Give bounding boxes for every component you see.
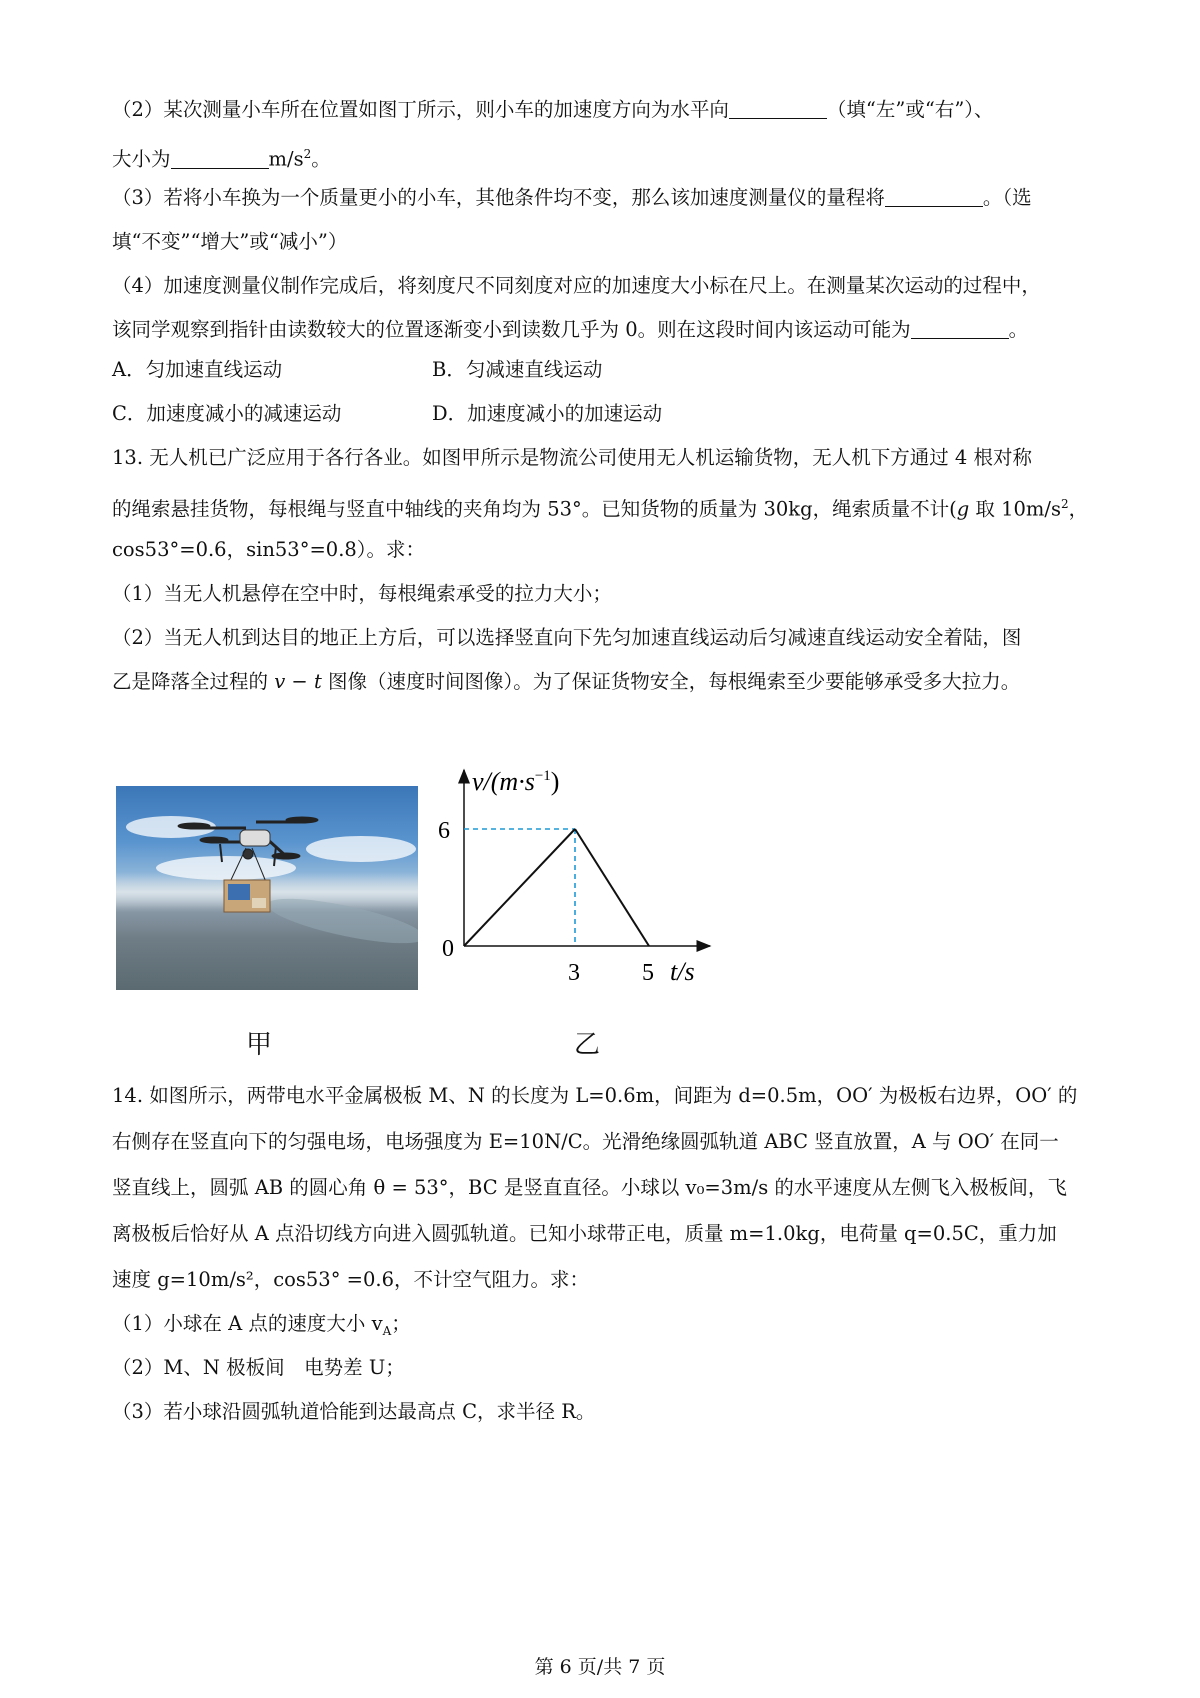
- velocity-time-chart: [420, 766, 720, 1010]
- y-tick-label: 6: [438, 818, 450, 844]
- q12-part4-line2: 该同学观察到指针由读数较大的位置逐渐变小到读数几乎为 0。则在这段时间内该运动可能为 。: [112, 318, 1029, 341]
- q14-line5: 速度 g=10m/s²，cos53° =0.6，不计空气阻力。求：: [112, 1268, 589, 1291]
- q13-line2: 的绳索悬挂货物，每根绳与竖直中轴线的夹角均为 53°。已知货物的质量为 30kg，绳索质量不计(g 取 $10m/s^2$，: [112, 497, 1089, 521]
- q13-line5: （2）当无人机到达目的地正上方后，可以选择竖直向下先匀加速直线运动后匀减速直线运动安全着陆，图: [112, 626, 1022, 649]
- q12-part2-line2: 大小为 $m/s^2$。: [112, 147, 331, 171]
- q14-line1: 14. 如图所示，两带电水平金属极板 M、N 的长度为 L=0.6m，间距为 d=0.5m，OO′ 为极板右边界，OO′ 的: [112, 1084, 1078, 1107]
- answer-blank[interactable]: [729, 98, 827, 119]
- drone-photo: [116, 786, 418, 990]
- q14-line7: （2）M、N 极板间 电势差 U；: [112, 1356, 405, 1379]
- option-b[interactable]: B．匀减速直线运动: [432, 358, 603, 381]
- series-line-segment: [464, 829, 575, 946]
- q12-part4-line1: （4）加速度测量仪制作完成后，将刻度尺不同刻度对应的加速度大小标在尺上。在测量某次运动的过程中，: [112, 274, 1041, 297]
- option-d[interactable]: D．加速度减小的加速运动: [432, 402, 663, 425]
- q14-line6: （1）小球在 A 点的速度大小 $v_A$；: [112, 1312, 411, 1338]
- q14-line3: 竖直线上，圆弧 AB 的圆心角 θ = 53°，BC 是竖直直径。小球以 v₀=3m/s 的水平速度从左侧飞入极板间，飞: [112, 1176, 1067, 1199]
- answer-blank[interactable]: [171, 148, 269, 169]
- y-axis-label: $v/(m\cdot s^{-1})$: [472, 767, 560, 796]
- x-tick-label: 3: [568, 960, 580, 986]
- series-line-segment: [575, 829, 649, 946]
- figure-caption-left: 甲: [246, 1030, 273, 1060]
- answer-blank[interactable]: [911, 318, 1009, 339]
- x-tick-label: 5: [642, 960, 654, 986]
- answer-blank[interactable]: [885, 186, 983, 207]
- q12-part3-line1: （3）若将小车换为一个质量更小的小车，其他条件均不变，那么该加速度测量仪的量程将 。（选: [112, 186, 1032, 209]
- q14-line4: 离极板后恰好从 A 点沿切线方向进入圆弧轨道。已知小球带正电，质量 m=1.0kg，电荷量 q=0.5C，重力加: [112, 1222, 1057, 1245]
- q13-line6: 乙是降落全过程的 v − t 图像（速度时间图像）。为了保证货物安全，每根绳索至少要能够承受多大拉力。: [112, 670, 1021, 693]
- figure-caption-right: 乙: [574, 1030, 601, 1060]
- q14-line2: 右侧存在竖直向下的匀强电场，电场强度为 E=10N/C。光滑绝缘圆弧轨道 ABC 竖直放置，A 与 OO′ 在同一: [112, 1130, 1059, 1153]
- drone-icon: [116, 786, 418, 990]
- q13-line4: （1）当无人机悬停在空中时，每根绳索承受的拉力大小；: [112, 582, 612, 605]
- q12-part2-line1: （2）某次测量小车所在位置如图丁所示，则小车的加速度方向为水平向 （填“左”或“右”）、: [112, 98, 994, 121]
- x-axis-label: t/s: [670, 957, 695, 986]
- page-footer: 第 6 页/共 7 页: [534, 1656, 666, 1678]
- option-a[interactable]: A．匀加速直线运动: [112, 358, 283, 381]
- q12-part3-line2: 填“不变”“增大”或“减小”）: [112, 230, 348, 253]
- q13-line3: cos53°=0.6，sin53°=0.8）。求：: [112, 538, 426, 561]
- q14-line8: （3）若小球沿圆弧轨道恰能到达最高点 C，求半径 R。: [112, 1400, 596, 1423]
- q13-line1: 13. 无人机已广泛应用于各行各业。如图甲所示是物流公司使用无人机运输货物，无人机下方通过 4 根对称: [112, 446, 1033, 469]
- option-c[interactable]: C．加速度减小的减速运动: [112, 402, 342, 425]
- origin-label: 0: [442, 936, 454, 962]
